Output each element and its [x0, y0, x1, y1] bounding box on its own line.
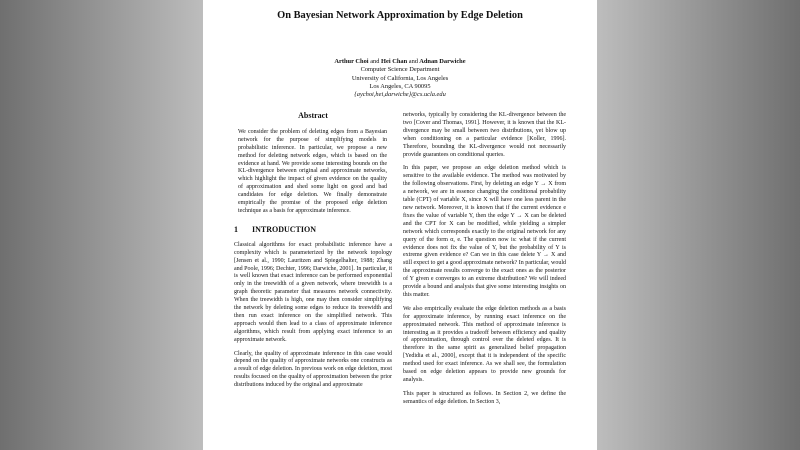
viewer-background-right — [597, 0, 800, 450]
section-heading-introduction — [234, 226, 392, 234]
abstract-heading: Abstract — [298, 111, 328, 120]
right-column — [403, 112, 566, 413]
abstract-text: We consider the problem of deleting edges from a Bayesian network for the purpose of simplifying models in probabilistic inference. In particular, we propose a new method for deleting network edges, which is based on the evidence at hand. We provide some interesting bounds on the KL-divergence between original and approximate networks, which highlight the impact of given evidence on the quality of approximation and shed some light on good and bad candidates for edge deletion. We finally demonstrate empirically the promise of the proposed edge deletion technique as a basis for approximate inference. — [238, 128, 387, 214]
right-paragraph-2: In this paper, we propose an edge deletion method which is sensitive to the available evidence. The method was motivated by the following observations. First, by deleting an edge Y → X from a network, we are in essence changing the conditional probability table (CPT) of variable X, since X will have one less parent in the new network. Moreover, it is known that if the current evidence e fixes the value of variable Y, then the edge Y → X can be deleted and the CPT for X can be modified, while yielding a simpler network which corresponds exactly to the original network for any query of the form α, e. The question now is: what if the current evidence does not fix the value of Y, but the probability of Y is extreme given evidence e? Can we in this case delete Y → X and still expect to get a good approximate network? In particular, would the approximate results converge to the exact ones as the posterior of Y given e converges to an extreme distribution? We will indeed provide a bound and analysis that give some interesting insights on this matter. — [403, 165, 566, 298]
author-sep-2: and — [408, 58, 418, 65]
author-3: Adnan Darwiche — [419, 58, 466, 65]
author-1: Arthur Choi — [334, 58, 369, 65]
affiliation-city: Los Angeles, CA 90095 — [369, 82, 431, 90]
author-email: {aychoi,hei,darwiche}@cs.ucla.edu — [354, 91, 446, 99]
author-block — [203, 58, 597, 99]
intro-paragraph-1: Classical algorithms for exact probabilistic inference have a complexity which is parameterized by the network topology [Jensen et al., 1990; Lauritzen and Spiegelhalter, 1988; Zhang and Poole, 1996; Dechter, 1996; Darwiche, 2001]. In particular, it is well known that exact inference can be performed exponential only in the treewidth of a given network, where treewidth is a graph theoretic parameter that measures network connectivity. When the treewidth is high, one may then consider simplifying the network by deleting some edges to reduce its treewidth and then run exact inference on the simplified network. This approach would then lead to a class of approximate inference algorithms, which result from applying exact inference to an approximate network. — [234, 241, 392, 343]
affiliation-department: Computer Science Department — [360, 66, 440, 74]
section-number: 1 — [234, 224, 238, 234]
paper-page — [203, 0, 597, 450]
section-title: INTRODUCTION — [252, 224, 317, 234]
author-sep-1: and — [370, 58, 380, 65]
paper-title: On Bayesian Network Approximation by Edge Deletion — [277, 10, 523, 21]
right-paragraph-4: This paper is structured as follows. In Section 2, we define the semantics of edge deletion. In Section 3, — [403, 390, 566, 405]
author-names — [203, 58, 597, 66]
left-column — [234, 112, 392, 396]
viewer-background-left — [0, 0, 203, 450]
author-2: Hei Chan — [381, 58, 408, 65]
intro-paragraph-2: Clearly, the quality of approximate inference in this case would depend on the quality of approximate networks one constructs as a result of edge deletion. In previous work on edge deletion, most results focused on the quality of approximation between the prior distributions induced by the original and approximate — [234, 350, 392, 389]
right-paragraph-3: We also empirically evaluate the edge deletion methods as a basis for approximate inference, by running exact inference on the approximated network. This method of approximate inference is interesting as it provides a tradeoff between efficiency and quality of approximation, through control over the deleted edges. It is therefore in the same spirit as generalized belief propagation [Yedidia et al., 2000], except that it is independent of the specific method used for exact inference. As we shall see, the formulation based on edge deletion appears to provide new grounds for analysis. — [403, 305, 566, 383]
affiliation-university: University of California, Los Angeles — [351, 74, 449, 82]
right-paragraph-1: networks, typically by considering the KL-divergence between the two [Cover and Thomas, 1991]. However, it is known that the KL-divergence may be small between two distributions, yet blow up when conditioning on a particular evidence [Koller, 1996]. Therefore, bounding the KL-divergence would not necessarily provide guarantees on conditional queries. — [403, 112, 566, 158]
